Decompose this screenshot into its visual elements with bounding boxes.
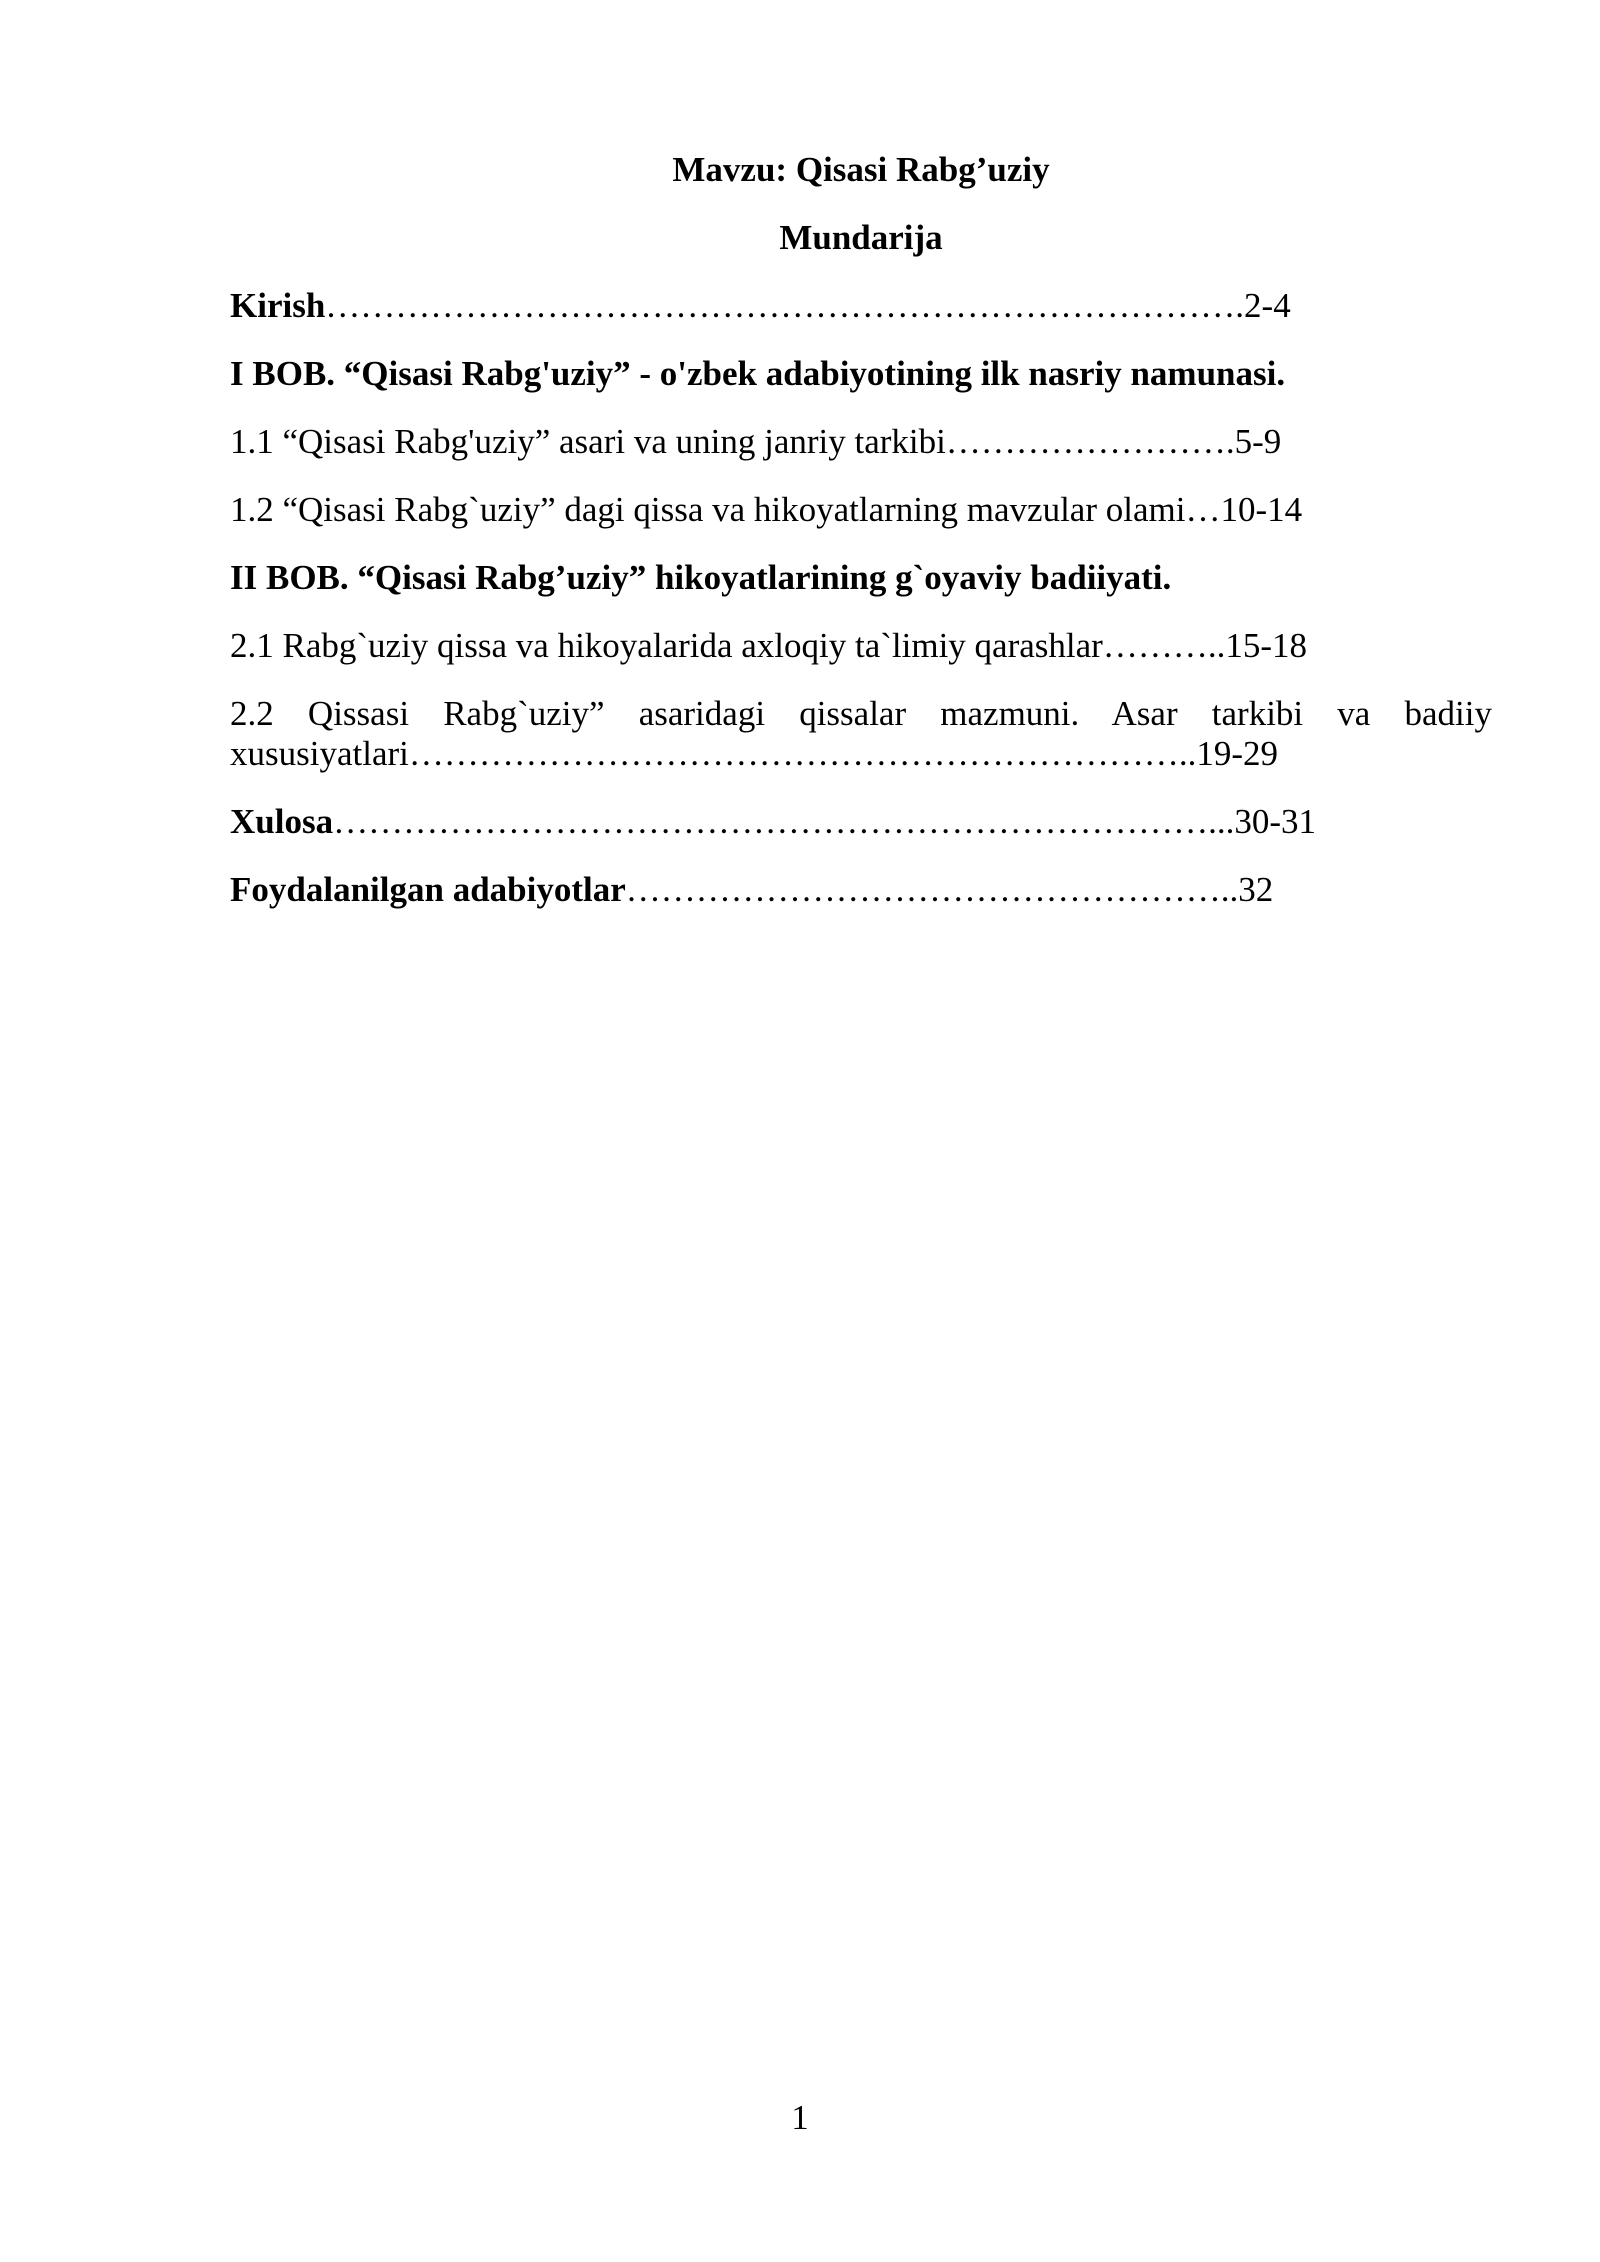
- toc-entry-title: Xulosa: [230, 802, 334, 841]
- toc-entry-1-2: [230, 490, 1492, 530]
- toc-entry-pages: 2-4: [1244, 286, 1291, 325]
- toc-entry-references: [230, 870, 1492, 910]
- toc-entry-title: 1.2 “Qisasi Rabg`uziy” dagi qissa va hikoyatlarning mavzular olami: [230, 490, 1186, 529]
- toc-entry-1-1: [230, 422, 1492, 462]
- toc-entry-leader: …: [1185, 490, 1221, 529]
- toc-entry-2-2: [230, 694, 1492, 774]
- toc-entry-title: II BOB. “Qisasi Rabg’uziy” hikoyatlarining g`oyaviy badiiyati.: [230, 558, 1172, 597]
- toc-entry-pages: 19-29: [1196, 734, 1279, 773]
- toc-entry-pages: 10-14: [1220, 490, 1303, 529]
- toc-chapter-2-heading: [230, 558, 1492, 598]
- toc-entry-pages: 32: [1238, 870, 1274, 909]
- toc-entry-kirish: [230, 286, 1492, 326]
- toc-entry-title: 2.1 Rabg`uziy qissa va hikoyalarida axloqiy ta`limiy qarashlar: [230, 626, 1103, 665]
- toc-entry-leader: …………………….: [945, 422, 1235, 461]
- toc-chapter-1-heading: [230, 354, 1492, 394]
- toc-entry-leader: …………………………………………………………………….: [325, 286, 1245, 325]
- toc-entry-pages: 15-18: [1225, 626, 1307, 665]
- contents-heading: Mundarija: [779, 218, 943, 257]
- toc-entry-title: I BOB. “Qisasi Rabg'uziy” - o'zbek adabiyotining ilk nasriy namunasi.: [230, 354, 1286, 393]
- toc-entry-leader: ……………………………………………..: [625, 870, 1239, 909]
- toc-entry-leader: …………………………………………………………..: [408, 734, 1197, 773]
- toc-entry-title: 2.2 Qissasi Rabg`uziy” asaridagi qissalar mazmuni. Asar tarkibi va badiiy xususiyatlari: [230, 694, 1492, 773]
- toc-entry-pages: 5-9: [1234, 422, 1282, 461]
- toc-entry-leader: ………..: [1102, 626, 1226, 665]
- toc-entry-2-1: [230, 626, 1492, 666]
- page-content: [230, 150, 1492, 938]
- document-topic: Mavzu: Qisasi Rabg’uziy: [672, 150, 1050, 189]
- toc-entry-pages: 30-31: [1234, 802, 1316, 841]
- toc-entry-title: Kirish: [230, 286, 326, 325]
- page-number: 1: [791, 2098, 809, 2137]
- toc-entry-xulosa: [230, 802, 1492, 842]
- toc-entry-title: Foydalanilgan adabiyotlar: [230, 870, 626, 909]
- toc-entry-leader: …………………………………………………………………...: [333, 802, 1235, 841]
- toc-entry-title: 1.1 “Qisasi Rabg'uziy” asari va uning janriy tarkibi: [230, 422, 946, 461]
